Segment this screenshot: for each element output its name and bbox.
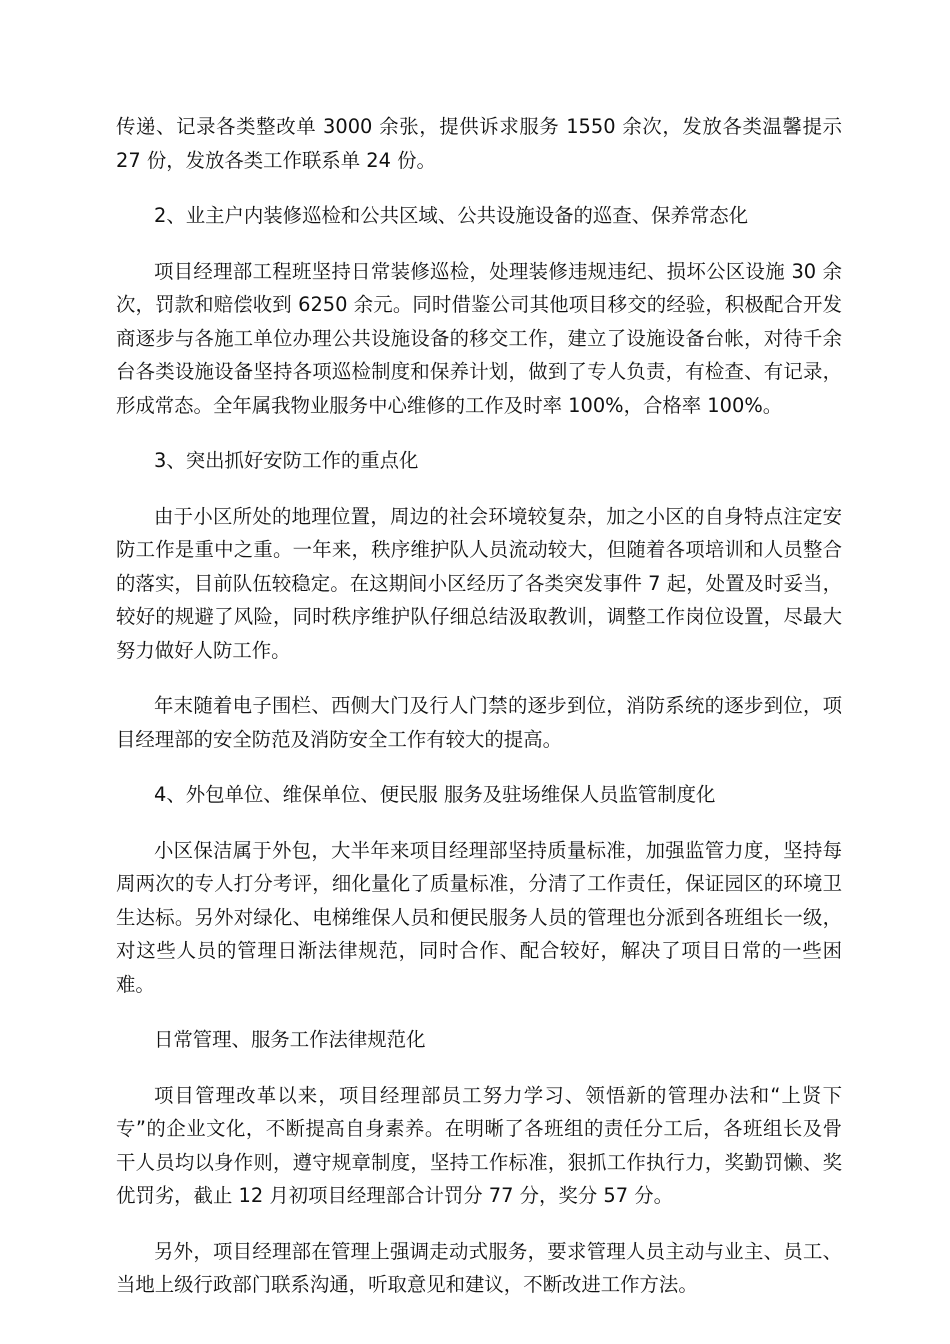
heading-security-focus: 3、突出抓好安防工作的重点化: [154, 449, 419, 472]
paragraph-security-work: 由于小区所处的地理位置，周边的社会环境较复杂，加之小区的自身特点注定安防工作是重中之重。一年来，秩序维护队人员流动较大，但随着各项培训和人员整合的落实，目前队伍较稳定。在这期间小区经历了各类突发事件 7 起，处置及时妥当，较好的规避了风险，同时秩序维护队仔细总结汲取教训，调整工作岗位设置，尽最大努力做好人防工作。: [116, 504, 842, 662]
paragraph-engineering-team: 项目经理部工程班坚持日常装修巡检，处理装修违规违纪、损坏公区设施 30 余次，罚款和赔偿收到 6250 余元。同时借鉴公司其他项目移交的经验，积极配合开发商逐步与各施工单位办理公共设施设备的移交工作，建立了设施设备台帐，对待千余台各类设施设备坚持各项巡检制度和保养计划，做到了专人负责，有检查、有记录，形成常态。全年属我物业服务中心维修的工作及时率 100%，合格率 100%。: [116, 259, 842, 417]
paragraph-cleaning-outsourcing: 小区保洁属于外包，大半年来项目经理部坚持质量标准，加强监管力度，坚持每周两次的专人打分考评，细化量化了质量标准，分清了工作责任，保证园区的环境卫生达标。另外对绿化、电梯维保人员和便民服务人员的管理也分派到各班组长一级，对这些人员的管理日渐法律规范，同时合作、配合较好，解决了项目日常的一些困难。: [116, 838, 842, 996]
paragraph-fire-safety: 年末随着电子围栏、西侧大门及行人门禁的逐步到位，消防系统的逐步到位，项目经理部的安全防范及消防安全工作有较大的提高。: [116, 694, 842, 751]
heading-daily-management: 日常管理、服务工作法律规范化: [154, 1028, 426, 1051]
paragraph-walkaround-service: 另外，项目经理部在管理上强调走动式服务，要求管理人员主动与业主、员工、当地上级行政部门联系沟通，听取意见和建议，不断改进工作方法。: [116, 1239, 842, 1296]
document-body: [116, 110, 842, 1324]
heading-renovation-inspection: 2、业主户内装修巡检和公共区域、公共设施设备的巡查、保养常态化: [154, 204, 749, 227]
paragraph-complaint-stats: 传递、记录各类整改单 3000 余张，提供诉求服务 1550 余次，发放各类温馨提示 27 份，发放各类工作联系单 24 份。: [116, 115, 842, 172]
paragraph-management-reform: 项目管理改革以来，项目经理部员工努力学习、领悟新的管理办法和“上贤下专”的企业文化，不断提高自身素养。在明晰了各班组的责任分工后，各班组长及骨干人员均以身作则，遵守规章制度，坚持工作标准，狠抓工作执行力，奖勤罚懒、奖优罚劣，截止 12 月初项目经理部合计罚分 77 分，奖分 57 分。: [116, 1083, 842, 1207]
heading-outsourcing-supervision: 4、外包单位、维保单位、便民服 服务及驻场维保人员监管制度化: [154, 783, 716, 806]
